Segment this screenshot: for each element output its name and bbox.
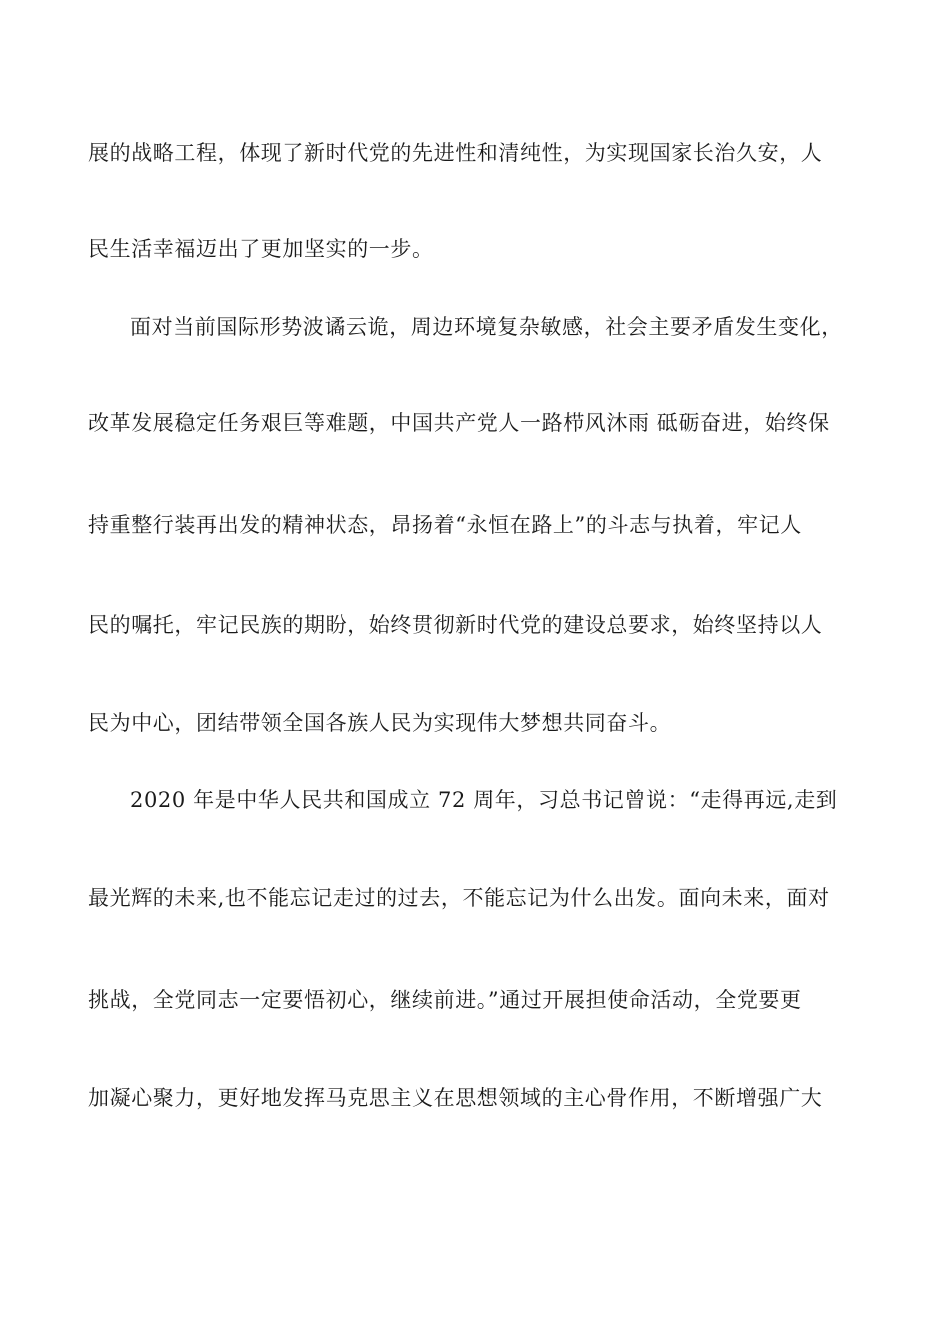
- paragraph-2-line-2: 改革发展稳定任务艰巨等难题，中国共产党人一路栉风沐雨 砥砺奋进，始终保: [88, 411, 830, 435]
- paragraph-3-line-3: 挑战，全党同志一定要悟初心，继续前进。”通过开展担使命活动，全党要更: [88, 988, 802, 1012]
- paragraph-2-line-1: 面对当前国际形势波谲云诡，周边环境复杂敏感，社会主要矛盾发生变化，: [130, 315, 843, 339]
- paragraph-2-line-3: 持重整行装再出发的精神状态，昂扬着“永恒在路上”的斗志与执着，牢记人: [88, 513, 802, 537]
- paragraph-3-line-1: 2020 年是中华人民共和国成立 72 周年，习总书记曾说：“走得再远,走到: [130, 788, 838, 812]
- paragraph-2-line-5: 民为中心，团结带领全国各族人民为实现伟大梦想共同奋斗。: [88, 711, 672, 735]
- paragraph-3-line-4: 加凝心聚力，更好地发挥马克思主义在思想领域的主心骨作用，不断增强广大: [88, 1086, 823, 1110]
- paragraph-1-line-1: 展的战略工程，体现了新时代党的先进性和清纯性，为实现国家长治久安，人: [88, 141, 823, 165]
- paragraph-3-line-2: 最光辉的未来,也不能忘记走过的过去，不能忘记为什么出发。面向未来，面对: [88, 886, 830, 910]
- paragraph-1-line-2: 民生活幸福迈出了更加坚实的一步。: [88, 237, 434, 261]
- paragraph-2-line-4: 民的嘱托，牢记民族的期盼，始终贯彻新时代党的建设总要求，始终坚持以人: [88, 613, 823, 637]
